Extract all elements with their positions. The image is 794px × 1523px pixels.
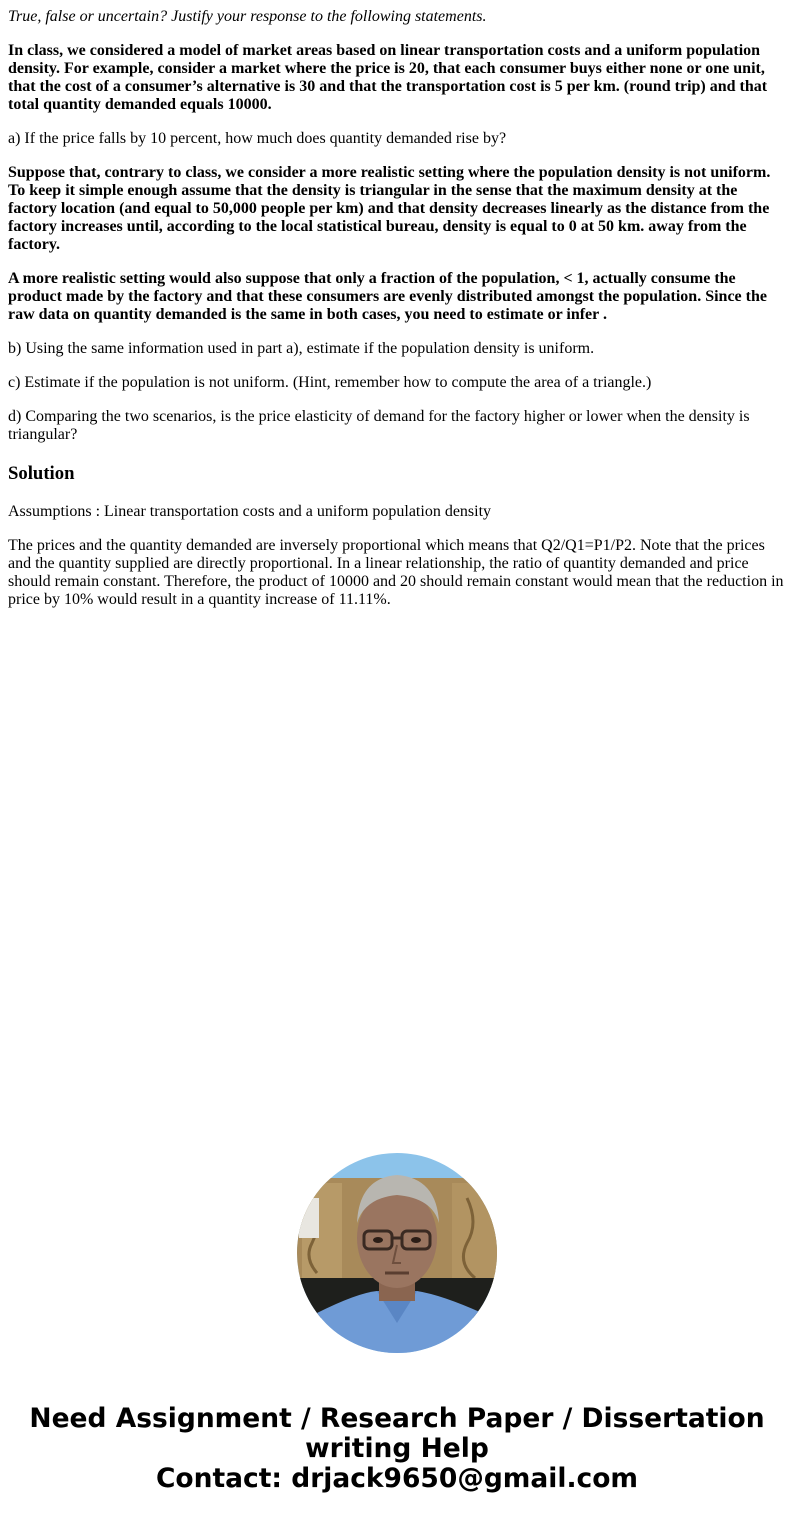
question-intro: True, false or uncertain? Justify your response to the following statements. [8, 8, 487, 25]
question-part-a: a) If the price falls by 10 percent, how much does quantity demanded rise by? [8, 130, 507, 147]
question-paragraph-2: Suppose that, contrary to class, we consider a more realistic setting where the population density is not uniform. To keep it simple enough assume that the density is triangular in the sense that the maximum density at the factory location (and equal to 50,000 people per km) and that density decreases linearly as the distance from the factory increases until, according to the local statistical bureau, density is equal to 0 at 50 km. away from the factory. [8, 164, 771, 253]
promo-contact: Contact: drjack9650@gmail.com [155, 1463, 639, 1494]
question-part-c: c) Estimate if the population is not uniform. (Hint, remember how to compute the area of a triangle.) [8, 374, 652, 391]
question-part-b: b) Using the same information used in part a), estimate if the population density is uniform. [8, 340, 595, 357]
promo-line-1: Need Assignment / Research Paper / Dissertation [29, 1403, 765, 1434]
author-portrait-icon [297, 1153, 497, 1353]
document-content [8, 8, 786, 625]
promo-line-2: writing Help [305, 1433, 489, 1464]
question-paragraph-3: A more realistic setting would also suppose that only a fraction of the population, < 1, actually consume the product made by the factory and that these consumers are evenly distributed amongst the population. Since the raw data on quantity demanded is the same in both cases, you need to estimate or infer . [8, 270, 767, 323]
promo-banner [0, 1404, 794, 1494]
question-paragraph-1: In class, we considered a model of market areas based on linear transportation costs and a uniform population density. For example, consider a market where the price is 20, that each consumer buys either none or one unit, that the cost of a consumer’s alternative is 30 and that the transportation cost is 5 per km. (round trip) and that total quantity demanded equals 10000. [8, 42, 768, 113]
avatar [297, 1153, 497, 1353]
solution-heading: Solution [8, 463, 75, 484]
question-part-d: d) Comparing the two scenarios, is the price elasticity of demand for the factory higher or lower when the density is triangular? [8, 408, 750, 443]
solution-body: The prices and the quantity demanded are inversely proportional which means that Q2/Q1=P1/P2. Note that the prices and the quantity supplied are directly proportional. In a linear relationship, the ratio of quantity demanded and price should remain constant. Therefore, the product of 10000 and 20 should remain constant would mean that the reduction in price by 10% would result in a quantity increase of 11.11%. [8, 537, 784, 608]
solution-assumptions: Assumptions : Linear transportation costs and a uniform population density [8, 503, 492, 520]
